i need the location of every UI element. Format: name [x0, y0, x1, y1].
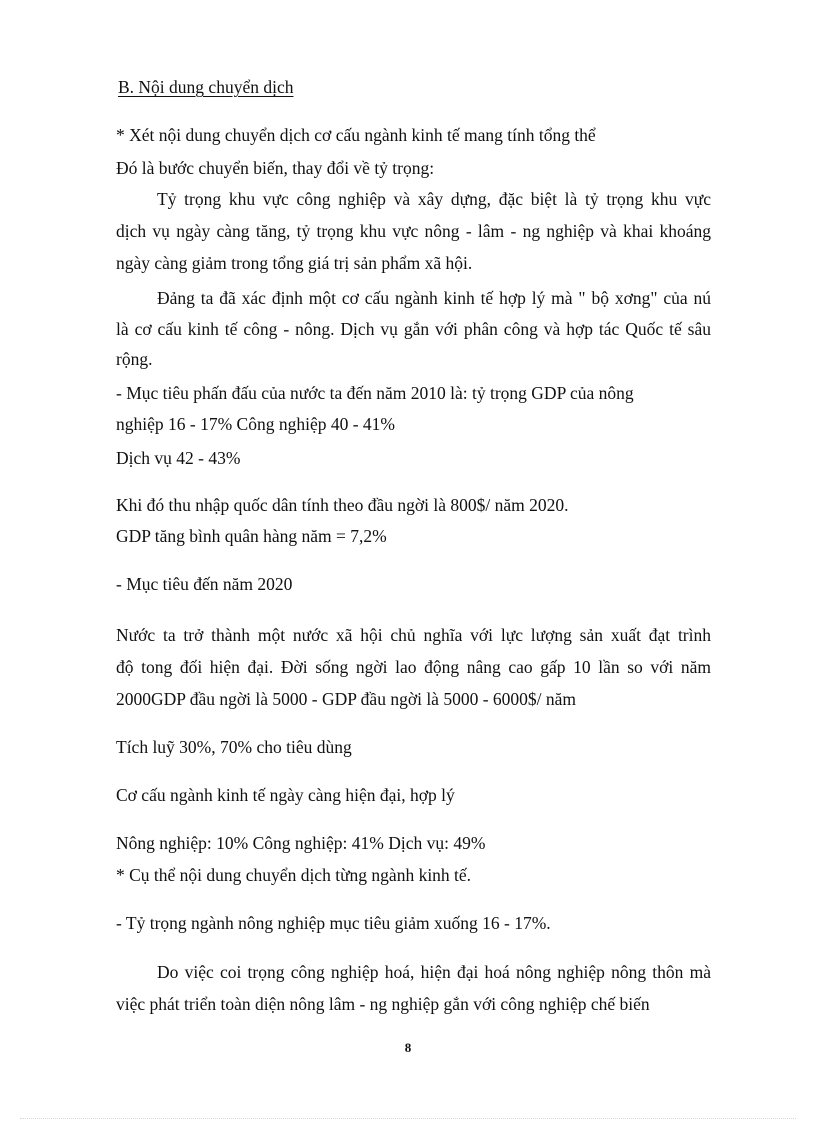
page-bottom-divider	[20, 1118, 796, 1119]
text-line: GDP tăng bình quân hàng năm = 7,2%	[116, 526, 387, 546]
text-line: Đó là bước chuyển biến, thay đổi về tỷ trọng:	[116, 158, 435, 178]
text-line: * Cụ thể nội dung chuyển dịch từng ngành kinh tế.	[116, 865, 472, 885]
text-line: Nước ta trở thành một nước xã hội chủ nghĩa với lực lượng sản xuất đạt trình	[116, 625, 711, 645]
text-line: Dịch vụ 42 - 43%	[116, 448, 241, 468]
text-line: việc phát triển toàn diện nông lâm - ng nghiệp gắn với công nghiệp chế biến	[116, 994, 650, 1014]
section-heading: B. Nội dung chuyển dịch	[118, 77, 294, 97]
page-number: 8	[404, 1040, 412, 1055]
text-line: - Mục tiêu đến năm 2020	[116, 574, 293, 594]
text-line: Do việc coi trọng công nghiệp hoá, hiện đại hoá nông nghiệp nông thôn mà	[157, 962, 711, 982]
text-line: Cơ cấu ngành kinh tế ngày càng hiện đại, hợp lý	[116, 785, 455, 805]
text-line: ngày càng giảm trong tổng giá trị sản phẩm xã hội.	[116, 253, 473, 273]
text-line: Khi đó thu nhập quốc dân tính theo đầu ngời là 800$/ năm 2020.	[116, 495, 569, 515]
text-line: Đảng ta đã xác định một cơ cấu ngành kinh tế hợp lý mà " bộ xơng" của nú	[157, 288, 711, 308]
text-line: - Mục tiêu phấn đấu của nước ta đến năm 2010 là: tỷ trọng GDP của nông	[116, 383, 634, 403]
text-line: * Xét nội dung chuyển dịch cơ cấu ngành kinh tế mang tính tổng thể	[116, 125, 596, 145]
text-line: Tích luỹ 30%, 70% cho tiêu dùng	[116, 737, 352, 757]
text-line: Nông nghiệp: 10% Công nghiệp: 41% Dịch vụ: 49%	[116, 833, 486, 853]
text-line: dịch vụ ngày càng tăng, tỷ trọng khu vực nông - lâm - ng nghiệp và khai khoáng	[116, 221, 711, 241]
text-line: Tỷ trọng khu vực công nghiệp và xây dựng, đặc biệt là tỷ trọng khu vực	[157, 189, 711, 209]
text-line: - Tỷ trọng ngành nông nghiệp mục tiêu giảm xuống 16 - 17%.	[116, 913, 551, 933]
text-line: rộng.	[116, 349, 153, 369]
text-line: là cơ cấu kinh tế công - nông. Dịch vụ gắn với phân công và hợp tác Quốc tế sâu	[116, 319, 711, 339]
text-line: 2000GDP đầu ngời là 5000 - GDP đầu ngời là 5000 - 6000$/ năm	[116, 689, 577, 709]
text-line: độ tong đối hiện đại. Đời sống ngời lao động nâng cao gấp 10 lần so với năm	[116, 657, 711, 677]
text-line: nghiệp 16 - 17% Công nghiệp 40 - 41%	[116, 414, 395, 434]
